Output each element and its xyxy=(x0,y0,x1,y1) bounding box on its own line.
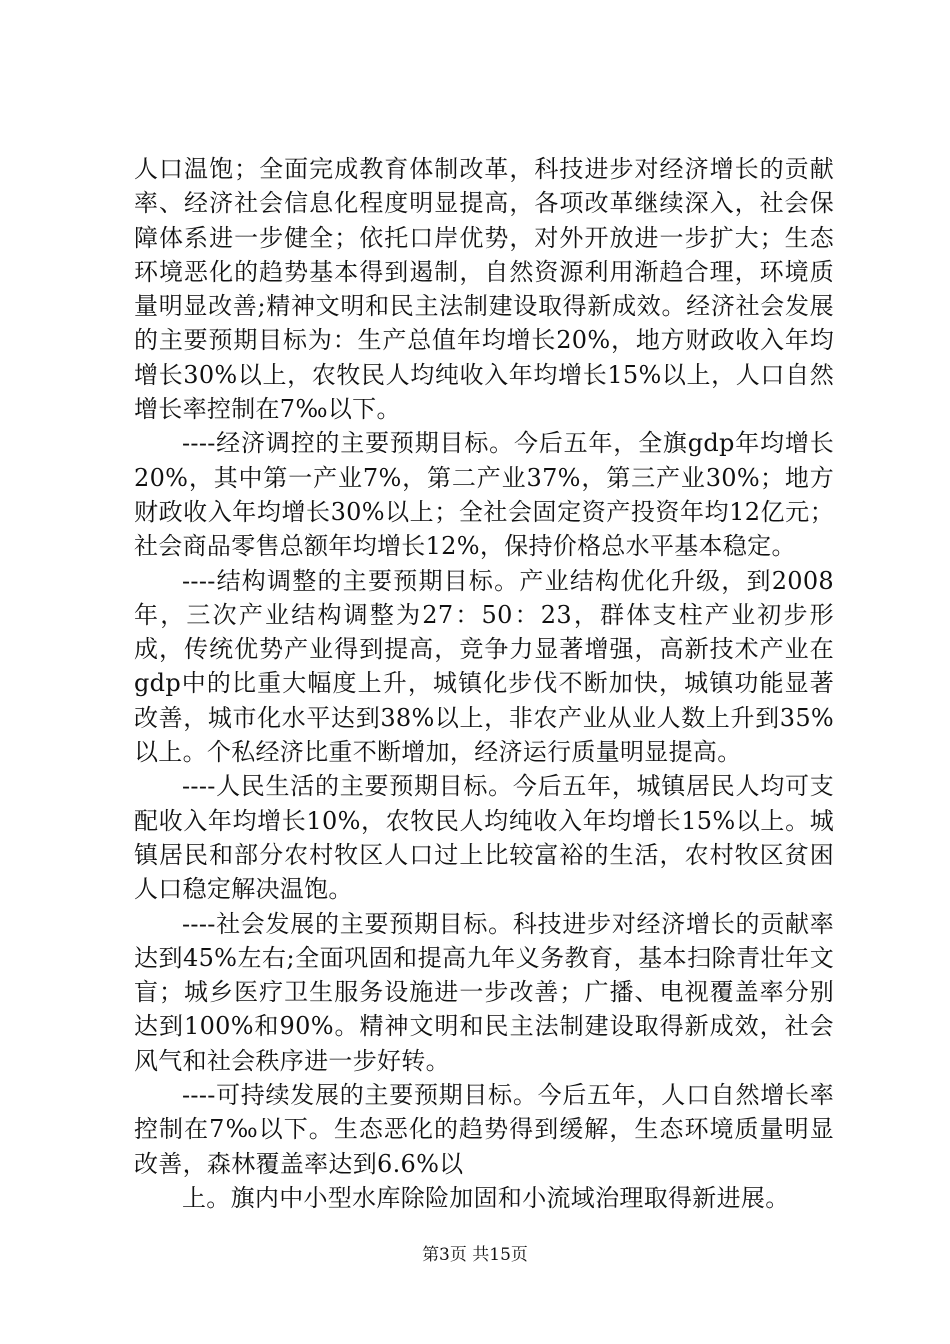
paragraph-continuation: 人口温饱；全面完成教育体制改革，科技进步对经济增长的贡献率、经济社会信息化程度明显提高，各项改革继续深入，社会保障体系进一步健全；依托口岸优势，对外开放进一步扩大；生态环境恶化的趋势基本得到遏制，自然资源利用渐趋合理，环境质量明显改善;精神文明和民主法制建设取得新成效。经济社会发展的主要预期目标为：生产总值年均增长20%，地方财政收入年均增长30%以上，农牧民人均纯收入年均增长15%以上，人口自然增长率控制在7‰以下。 xyxy=(134,155,834,424)
paragraph-people-living: ----人民生活的主要预期目标。今后五年，城镇居民人均可支配收入年均增长10%，农牧民人均纯收入年均增长15%以上。城镇居民和部分农村牧区人口过上比较富裕的生活，农村牧区贫困人口稳定解决温饱。 xyxy=(134,772,834,904)
document-body xyxy=(134,152,834,1215)
paragraph-structural-adjustment: ----结构调整的主要预期目标。产业结构优化升级，到2008年，三次产业结构调整为27：50：23，群体支柱产业初步形成，传统优势产业得到提高，竞争力显著增强，高新技术产业在gdp中的比重大幅度上升，城镇化步伐不断加快，城镇功能显著改善，城市化水平达到38%以上，非农产业从业人数上升到35%以上。个私经济比重不断增加，经济运行质量明显提高。 xyxy=(134,566,834,767)
paragraph-social-development: ----社会发展的主要预期目标。科技进步对经济增长的贡献率达到45%左右;全面巩固和提高九年义务教育，基本扫除青壮年文盲；城乡医疗卫生服务设施进一步改善；广播、电视覆盖率分别达到100%和90%。精神文明和民主法制建设取得新成效，社会风气和社会秩序进一步好转。 xyxy=(134,909,834,1075)
paragraph-sustainable-development: ----可持续发展的主要预期目标。今后五年，人口自然增长率控制在7‰以下。生态恶化的趋势得到缓解，生态环境质量明显改善，森林覆盖率达到6.6%以 xyxy=(134,1081,834,1178)
paragraph-reservoir: 上。旗内中小型水库除险加固和小流域治理取得新进展。 xyxy=(182,1183,790,1212)
page-number-footer: 第3页 共15页 xyxy=(422,1245,528,1265)
paragraph-economic-control: ----经济调控的主要预期目标。今后五年，全旗gdp年均增长20%，其中第一产业7%，第二产业37%，第三产业30%；地方财政收入年均增长30%以上；全社会固定资产投资年均12亿元；社会商品零售总额年均增长12%，保持价格总水平基本稳定。 xyxy=(134,429,834,561)
